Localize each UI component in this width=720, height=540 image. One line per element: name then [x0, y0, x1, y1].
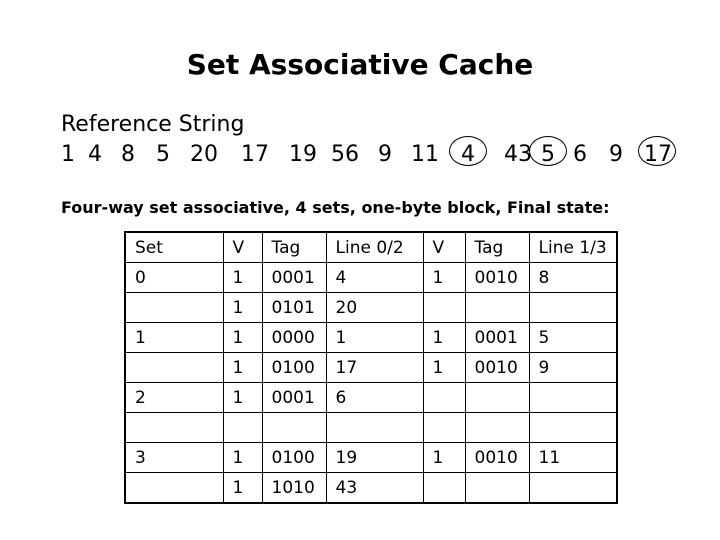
reference-value: 43: [504, 142, 532, 167]
table-cell: 2: [125, 383, 223, 413]
table-cell: 5: [529, 323, 617, 353]
table-row: [125, 323, 617, 353]
table-header-cell: Tag: [262, 232, 326, 263]
table-cell: 1010: [262, 473, 326, 504]
table-header-cell: V: [423, 232, 465, 263]
table-cell: [465, 293, 529, 323]
hit-circle-marker: [638, 136, 676, 166]
reference-value: 11: [411, 142, 439, 167]
table-header-cell: Tag: [465, 232, 529, 263]
table-cell: [465, 473, 529, 504]
table-cell: [423, 413, 465, 443]
reference-value: 8: [121, 142, 135, 167]
table-cell: 1: [423, 323, 465, 353]
table-cell: [529, 413, 617, 443]
table-header-row: [125, 232, 617, 263]
table-cell: 1: [223, 323, 262, 353]
table-row: [125, 293, 617, 323]
table-cell: [529, 293, 617, 323]
reference-value: 1: [61, 142, 75, 167]
table-cell: 8: [529, 263, 617, 293]
reference-value: 56: [331, 142, 359, 167]
table-row: [125, 443, 617, 473]
table-cell: 0: [125, 263, 223, 293]
hit-circle-marker: [449, 136, 487, 166]
table-cell: 43: [326, 473, 423, 504]
table-header-cell: V: [223, 232, 262, 263]
table-cell: 1: [223, 473, 262, 504]
reference-value: 17: [644, 142, 672, 167]
table-cell: [125, 473, 223, 504]
table-cell: [465, 413, 529, 443]
table-cell: 1: [326, 323, 423, 353]
table-row: [125, 413, 617, 443]
table-cell: [465, 383, 529, 413]
table-cell: 6: [326, 383, 423, 413]
reference-value: 5: [541, 142, 555, 167]
reference-value: 20: [190, 142, 218, 167]
table-cell: [423, 473, 465, 504]
table-cell: [423, 383, 465, 413]
reference-value: 5: [156, 142, 170, 167]
table-cell: 1: [423, 353, 465, 383]
reference-value: 6: [573, 142, 587, 167]
table-cell: 0100: [262, 443, 326, 473]
table-cell: 0010: [465, 263, 529, 293]
hit-circle-marker: [529, 136, 567, 166]
table-cell: 0010: [465, 353, 529, 383]
table-cell: [262, 413, 326, 443]
slide-title: Set Associative Cache: [186, 48, 534, 81]
table-cell: 1: [423, 263, 465, 293]
table-row: [125, 473, 617, 504]
table-cell: 0010: [465, 443, 529, 473]
table-cell: 11: [529, 443, 617, 473]
table-cell: [529, 383, 617, 413]
table-header-cell: Line 0/2: [326, 232, 423, 263]
table-cell: 1: [423, 443, 465, 473]
table-cell: [125, 353, 223, 383]
table-cell: 20: [326, 293, 423, 323]
table-cell: 9: [529, 353, 617, 383]
table-row: [125, 353, 617, 383]
table-cell: 1: [223, 353, 262, 383]
table-cell: 4: [326, 263, 423, 293]
table-cell: 1: [223, 293, 262, 323]
table-row: [125, 383, 617, 413]
reference-string-label: Reference String: [61, 112, 245, 137]
table-cell: [223, 413, 262, 443]
table-cell: 1: [223, 263, 262, 293]
reference-value: 4: [461, 142, 475, 167]
table-cell: 0001: [465, 323, 529, 353]
table-cell: 1: [125, 323, 223, 353]
table-header-cell: Set: [125, 232, 223, 263]
table-cell: 19: [326, 443, 423, 473]
cache-state-table: [124, 231, 618, 504]
table-header-cell: Line 1/3: [529, 232, 617, 263]
table-cell: [529, 473, 617, 504]
table-cell: 0001: [262, 383, 326, 413]
table-row: [125, 263, 617, 293]
reference-value: 9: [609, 142, 623, 167]
table-cell: 17: [326, 353, 423, 383]
table-cell: 0000: [262, 323, 326, 353]
cache-description: Four-way set associative, 4 sets, one-byte block, Final state:: [61, 198, 610, 217]
table-cell: 1: [223, 443, 262, 473]
reference-value: 4: [88, 142, 102, 167]
reference-value: 17: [241, 142, 269, 167]
table-cell: 1: [223, 383, 262, 413]
table-cell: [326, 413, 423, 443]
table-cell: [423, 293, 465, 323]
reference-string: [61, 142, 716, 172]
table-cell: 0001: [262, 263, 326, 293]
table-cell: [125, 293, 223, 323]
table-cell: [125, 413, 223, 443]
table-cell: 0100: [262, 353, 326, 383]
table-cell: 3: [125, 443, 223, 473]
table-cell: 0101: [262, 293, 326, 323]
reference-value: 19: [289, 142, 317, 167]
reference-value: 9: [378, 142, 392, 167]
